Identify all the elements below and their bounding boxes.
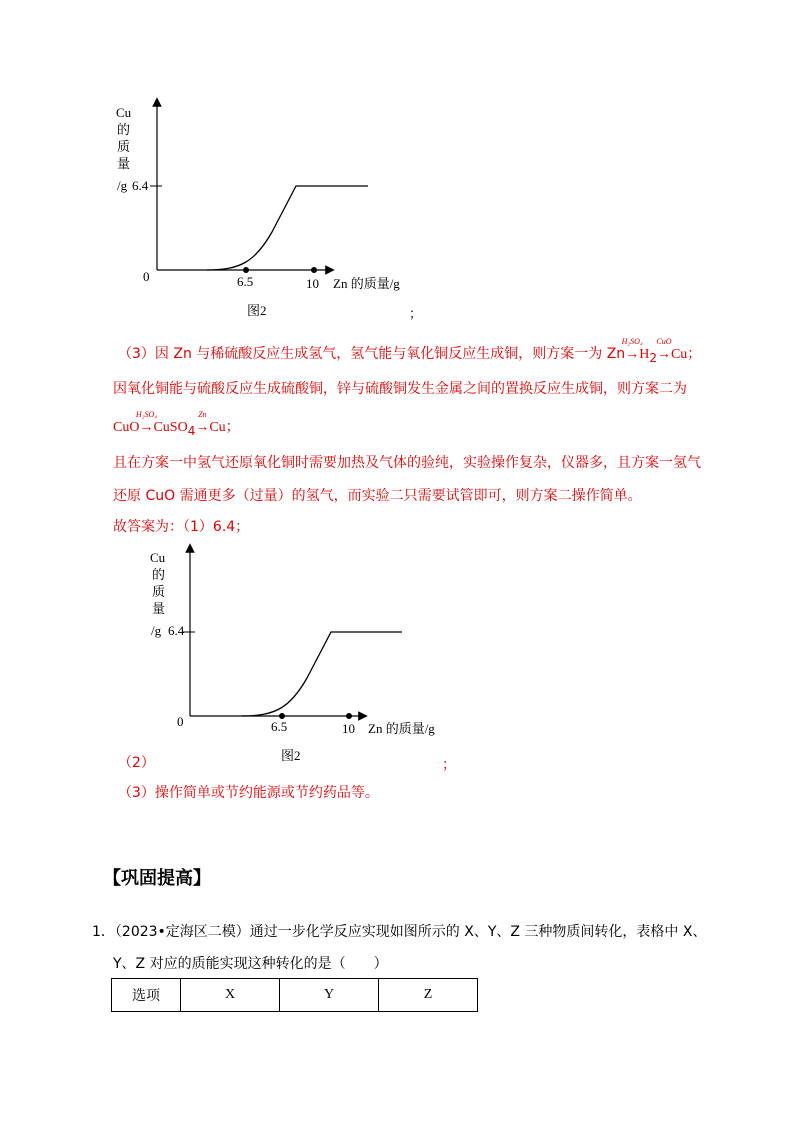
graph-2 bbox=[0, 540, 793, 780]
figure-caption: 图2 bbox=[247, 303, 267, 318]
cu-curve bbox=[242, 632, 402, 716]
cu-curve bbox=[207, 186, 368, 270]
y-label-1: Cu bbox=[150, 550, 166, 565]
reaction-arrow-2: CuO → bbox=[656, 337, 672, 362]
answer-line: 故答案为：（1）6.4； bbox=[113, 519, 250, 535]
y-label-1: Cu bbox=[116, 105, 132, 120]
y-label-2: 的 bbox=[117, 122, 131, 137]
header-z: Z bbox=[379, 979, 478, 1012]
part3-line5: 还原 CuO 需通更多（过量）的氢气，而实验二只需要试管即可，则方案二操作简单。 bbox=[113, 488, 642, 504]
header-x: X bbox=[181, 979, 280, 1012]
question1-line2: Y、Z 对应的质能实现这种转化的是（ ） bbox=[113, 956, 388, 972]
h2-formula: H bbox=[639, 347, 650, 362]
y-label-4: 量 bbox=[117, 156, 131, 171]
cu-end-2: Cu； bbox=[209, 420, 240, 435]
header-y: Y bbox=[280, 979, 379, 1012]
x-tick-dot-1 bbox=[243, 267, 249, 273]
x-tick-label-1: 6.5 bbox=[237, 274, 254, 289]
y-label-4: 量 bbox=[152, 601, 166, 616]
reaction-arrow-1: H₂SO₄ → bbox=[621, 337, 643, 362]
figure-caption: 图2 bbox=[281, 748, 301, 763]
origin-label: 0 bbox=[177, 714, 184, 729]
reaction-arrow-3: H₂SO₄ → bbox=[135, 410, 158, 435]
x-axis-label: Zn 的质量/g bbox=[333, 276, 400, 291]
y-label-3: 质 bbox=[152, 584, 166, 599]
cu-end: Cu； bbox=[670, 347, 702, 362]
y-unit: /g bbox=[151, 623, 162, 638]
part3-answer: （3）操作简单或节约能源或节约药品等。 bbox=[118, 785, 379, 801]
x-axis-label: Zn 的质量/g bbox=[368, 721, 435, 736]
y-tick-label: 6.4 bbox=[168, 623, 185, 638]
x-tick-dot-2 bbox=[346, 713, 352, 719]
header-option: 选项 bbox=[112, 979, 181, 1012]
graph-1 bbox=[0, 0, 793, 330]
x-tick-label-2: 10 bbox=[342, 721, 355, 736]
x-tick-label-1: 6.5 bbox=[271, 719, 288, 734]
y-tick-label: 6.4 bbox=[132, 178, 149, 193]
part3-line2: 因氧化铜能与硫酸反应生成硫酸铜，锌与硫酸铜发生金属之间的置换反应生成铜，则方案二为 bbox=[113, 381, 687, 397]
question1-line1: 1．（2023•定海区二模）通过一步化学反应实现如图所示的 X、Y、Z 三种物质间转化，表格中 X、 bbox=[92, 924, 707, 940]
cuso4-formula: CuSO bbox=[153, 420, 188, 435]
part3-line1: （3）因 Zn 与稀硫酸反应生成氢气，氢气能与氧化铜反应生成铜，则方案一为 Zn H₂SO₄ $\to H_2$ CuO →Cu； bbox=[118, 337, 702, 365]
x-tick-dot-2 bbox=[311, 267, 317, 273]
x-tick-label-2: 10 bbox=[306, 276, 319, 291]
table-header-row bbox=[112, 979, 478, 1012]
options-table bbox=[111, 978, 478, 1012]
section-heading: 【巩固提高】 bbox=[103, 868, 211, 889]
part3-line3: CuO H₂SO₄ →CuSO$_4$ Zn →Cu； bbox=[113, 410, 240, 438]
part2-label: （2） bbox=[118, 755, 155, 771]
y-unit: /g bbox=[117, 178, 128, 193]
part3-line1-text: （3）因 Zn 与稀硫酸反应生成氢气，氢气能与氧化铜反应生成铜，则方案一为 Zn bbox=[118, 346, 626, 362]
reaction-arrow-4: Zn → bbox=[195, 410, 210, 435]
trailing-semicolon: ； bbox=[409, 306, 423, 321]
y-label-2: 的 bbox=[152, 567, 166, 582]
part2-trailing: ； bbox=[442, 757, 456, 773]
part3-line4: 且在方案一中氢气还原氧化铜时需要加热及气体的验纯，实验操作复杂，仪器多，且方案一氢气 bbox=[113, 455, 701, 471]
y-label-3: 质 bbox=[117, 139, 131, 154]
origin-label: 0 bbox=[143, 269, 150, 284]
cuo-formula: CuO bbox=[113, 420, 140, 435]
